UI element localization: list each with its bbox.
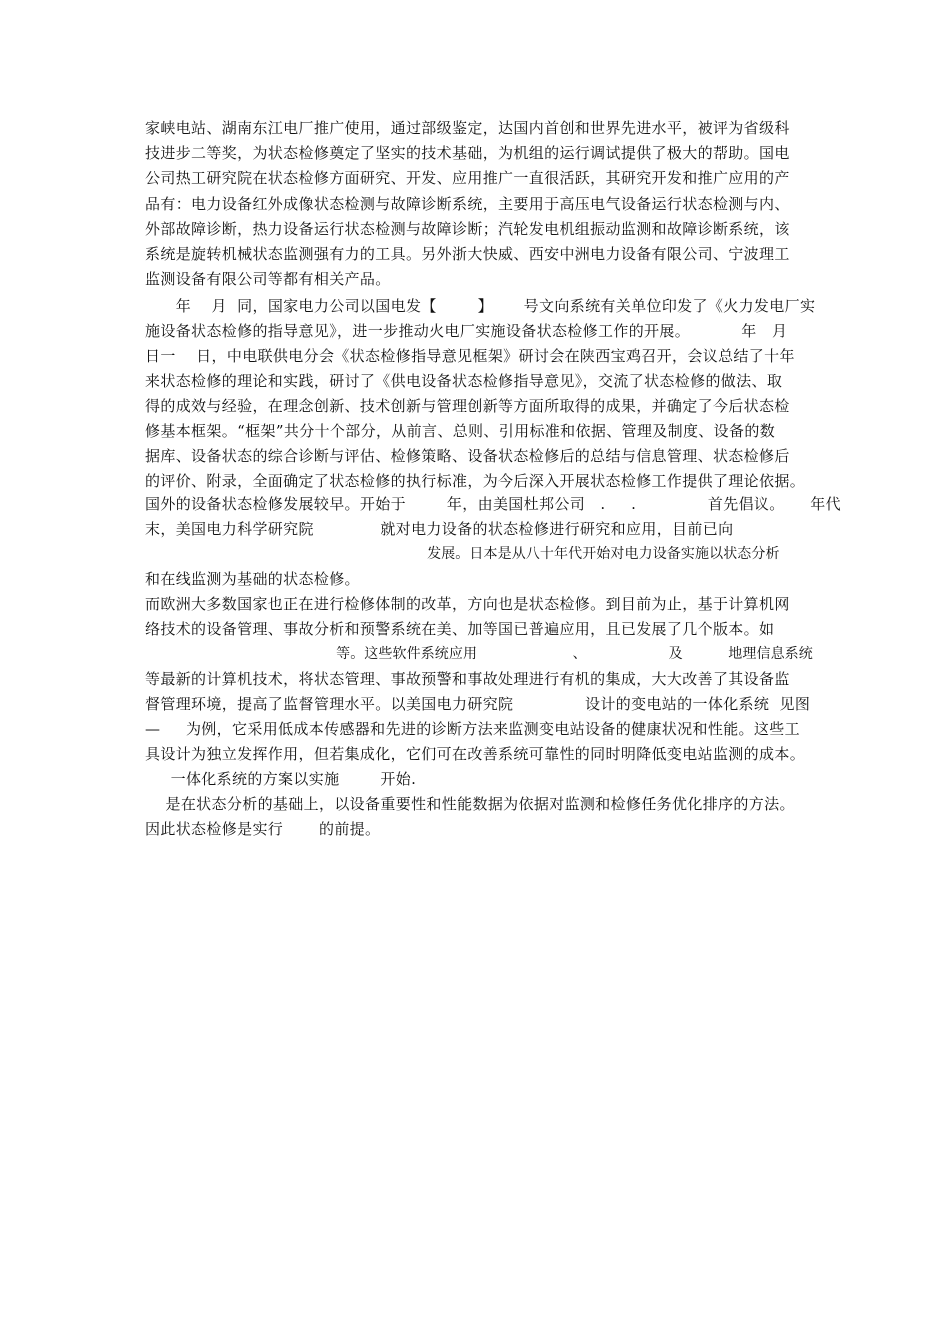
text-line: 一体化系统的方案以实施 开始. [145, 770, 417, 788]
text-line: 施设备状态检修的指导意见》，进一步推动火电厂实施设备状态检修工作的开展。 年 月 [145, 322, 788, 340]
text-line: 是在状态分析的基础上，以设备重要性和性能数据为依据对监测和检修任务优化排序的方法。 [145, 795, 795, 813]
text-line: 得的成效与经验，在理念创新、技术创新与管理创新等方面所取得的成果，并确定了今后状态检 [145, 397, 790, 415]
text-line: 的评价、附录，全面确定了状态检修的执行标准，为今后深入开展状态检修工作提供了理论依据。 [145, 472, 806, 490]
text-line: 家峡电站、湖南东江电厂推广使用，通过部级鉴定，达国内首创和世界先进水平，被评为省级科 [145, 119, 790, 137]
text-line: 外部故障诊断，热力设备运行状态检测与故障诊断；汽轮发电机组振动监测和故障诊断系统，该 [145, 220, 790, 238]
text-line: 年 月 同，国家电力公司以国电发【 】 号文向系统有关单位印发了《火力发电厂实 [145, 297, 816, 315]
text-line: 等。这些软件系统应用 、 及 地理信息系统 [145, 646, 813, 662]
text-line: 公司热工研究院在状态检修方面研究、开发、应用推广一直很活跃，其研究开发和推广应用的产 [145, 169, 790, 187]
text-line: 等最新的计算机技术，将状态管理、事故预警和事故处理进行有机的集成，大大改善了其设备监 [145, 670, 790, 688]
text-line: 修基本框架。“框架”共分十个部分，从前言、总则、引用标准和依据、管理及制度、设备的数 [145, 422, 776, 440]
text-line: 和在线监测为基础的状态检修。 [145, 570, 360, 588]
text-line: 发展。日本是从八十年代开始对电力设备实施以状态分析 [145, 546, 780, 562]
text-line: 而欧洲大多数国家也正在进行检修体制的改革，方向也是状态检修。到目前为止，基于计算机网 [145, 595, 790, 613]
text-line: 络技术的设备管理、事故分析和预警系统在美、加等国已普遍应用，且已发展了几个版本。如 [145, 620, 775, 638]
text-line: — 为例，它采用低成本传感器和先进的诊断方法来监测变电站设备的健康状况和性能。这些工 [145, 720, 800, 738]
text-line: 来状态检修的理论和实践，研讨了《供电设备状态检修指导意见》，交流了状态检修的做法、取 [145, 372, 783, 390]
text-line: 国外的设备状态检修发展较早。开始于 年，由美国杜邦公司 . . 首先倡议。 年代 [145, 495, 841, 513]
text-line: 据库、设备状态的综合诊断与评估、检修策略、设备状态检修后的总结与信息管理、状态检修后 [145, 447, 790, 465]
text-line: 系统是旋转机械状态监测强有力的工具。另外浙大快威、西安中洲电力设备有限公司、宁波理工 [145, 245, 790, 263]
text-line: 督管理环境，提高了监督管理水平。以美国电力研究院 设计的变电站的一体化系统 见图 [145, 695, 811, 713]
text-line: 末，美国电力科学研究院 就对电力设备的状态检修进行研究和应用，目前已向 [145, 520, 734, 538]
text-line: 品有：电力设备红外成像状态检测与故障诊断系统，主要用于高压电气设备运行状态检测与内、 [145, 195, 790, 213]
text-line: 因此状态检修是实行 的前提。 [145, 820, 381, 838]
text-line: 监测设备有限公司等都有相关产品。 [145, 270, 391, 288]
text-line: 日一 日，中电联供电分会《状态检修指导意见框架》研讨会在陕西宝鸡召开，会议总结了十年 [145, 347, 795, 365]
text-line: 技进步二等奖，为状态检修奠定了坚实的技术基础，为机组的运行调试提供了极大的帮助。国电 [145, 144, 790, 162]
text-line: 具设计为独立发挥作用，但若集成化，它们可在改善系统可靠性的同时明降低变电站监测的成本。 [145, 745, 806, 763]
